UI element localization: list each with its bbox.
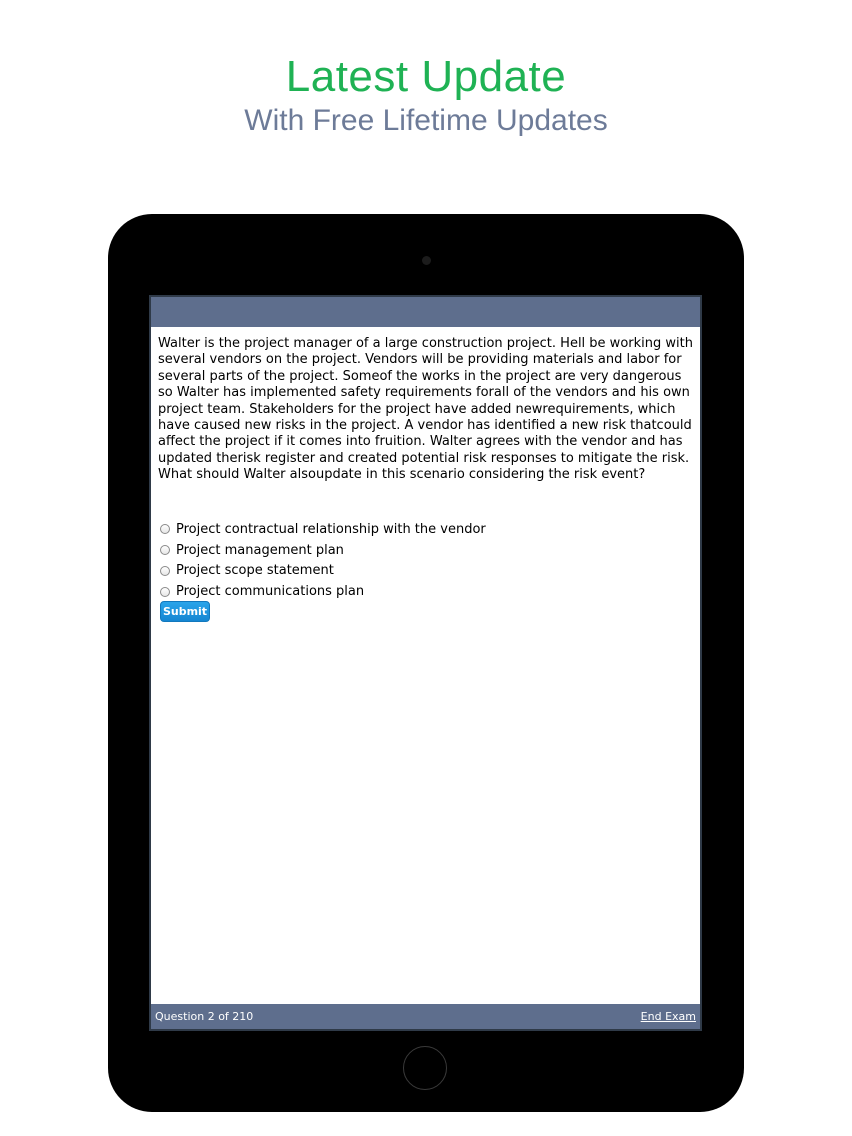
answer-option[interactable] [160,581,690,602]
radio-button[interactable] [160,545,170,555]
answer-option-label: Project contractual relationship with the vendor [176,521,486,537]
question-counter: Question 2 of 210 [155,1010,254,1023]
answer-option-label: Project management plan [176,542,344,558]
home-button[interactable] [403,1046,447,1090]
tablet-frame [108,214,744,1112]
answer-option[interactable] [160,519,690,540]
answer-option-label: Project scope statement [176,563,334,579]
question-text: Walter is the project manager of a large construction project. Hell be working with several vendors on the project. Vendors will be providing materials and labor for several parts of the project. Someof the works in the project are very dangerous so Walter has implemented safety requirements forall of the vendors and his own project team. Stakeholders for the project have added newrequirements, which have caused new risks in the project. A vendor has identified a new risk thatcould affect the project if it comes into fruition. Walter agrees with the vendor and has updated therisk register and created potential risk responses to mitigate the risk. What should Walter alsoupdate in this scenario considering the risk event? [158,336,693,483]
promo-headline: Latest Update [285,52,567,101]
radio-button[interactable] [160,524,170,534]
answer-option[interactable] [160,561,690,582]
answer-option-label: Project communications plan [176,584,365,600]
end-exam-link[interactable]: End Exam [640,1010,696,1023]
footer-bar [151,1004,700,1029]
submit-button[interactable]: Submit [160,601,210,622]
camera-icon [422,256,431,265]
header-bar [151,297,700,327]
exam-screen [149,295,702,1031]
radio-button[interactable] [160,587,170,597]
promo-subline: With Free Lifetime Updates [244,104,608,137]
answer-option[interactable] [160,540,690,561]
answer-options [160,519,690,602]
radio-button[interactable] [160,566,170,576]
